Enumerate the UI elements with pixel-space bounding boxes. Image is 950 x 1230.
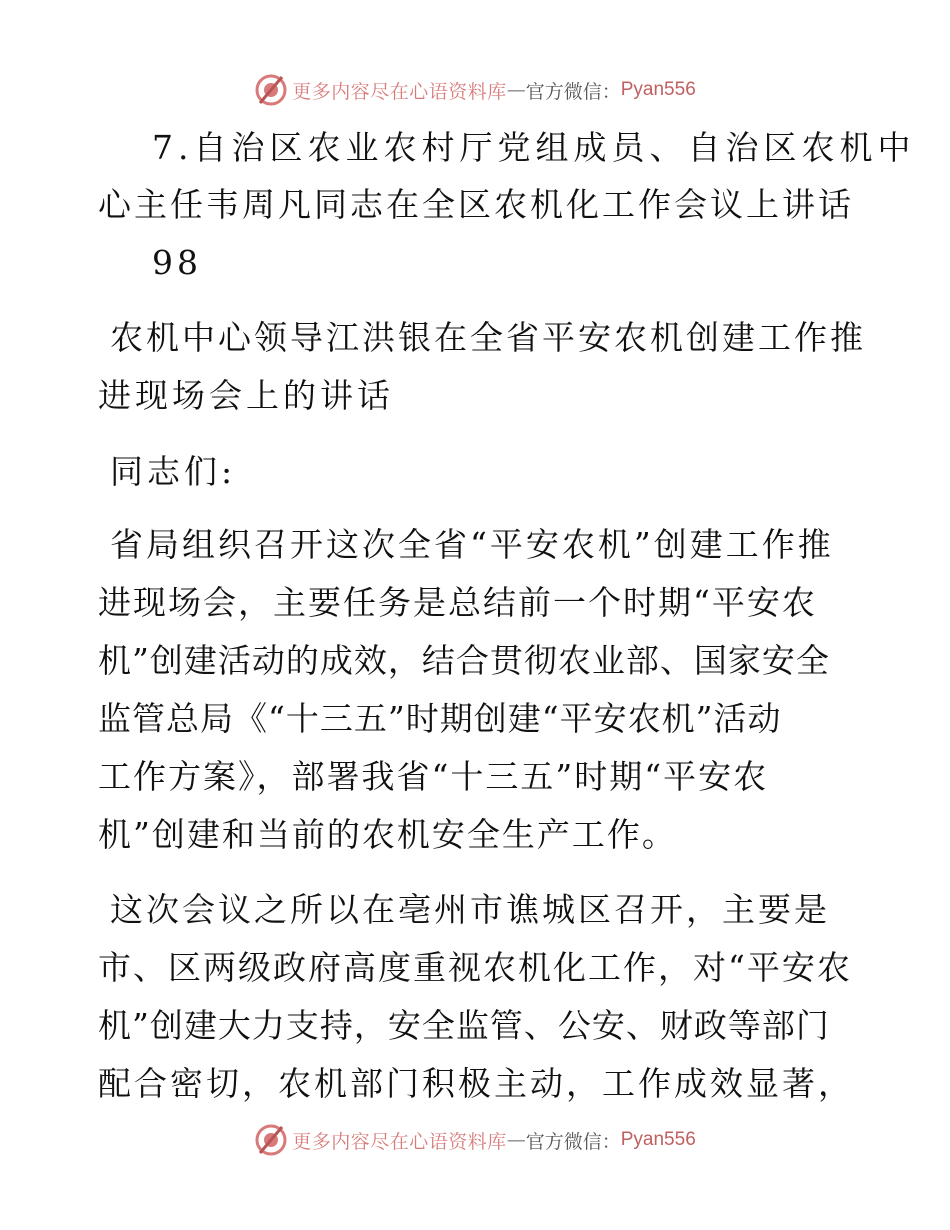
- watermark-wechat-id: Pyan556: [620, 79, 696, 100]
- quill-logo-icon: [254, 1123, 288, 1157]
- paragraph-2-line-1: 这次会议之所以在亳州市谯城区召开，主要是: [110, 890, 830, 929]
- watermark-brand: 更多内容尽在心语资料库: [292, 80, 507, 103]
- watermark-separator: —: [506, 1129, 526, 1151]
- watermark-wechat-label: 官方微信：: [525, 1130, 621, 1153]
- toc-entry-line-1: 7.自治区农业农村厅党组成员、自治区农机中: [152, 128, 916, 167]
- watermark-wechat-label: 官方微信：: [525, 80, 621, 103]
- paragraph-1-line-1: 省局组织召开这次全省“平安农机”创建工作推: [110, 525, 834, 564]
- paragraph-1-line-5: 工作方案》，部署我省“十三五”时期“平安农: [98, 757, 769, 796]
- toc-entry-line-2: 心主任韦周凡同志在全区农机化工作会议上讲话: [98, 185, 854, 224]
- salutation: 同志们:: [110, 452, 237, 491]
- paragraph-1-line-2: 进现场会，主要任务是总结前一个时期“平安农: [98, 583, 817, 622]
- speech-title-line-1: 农机中心领导江洪银在全省平安农机创建工作推: [110, 318, 866, 357]
- paragraph-1-line-6: 机”创建和当前的农机安全生产工作。: [98, 815, 677, 854]
- watermark-wechat-id: Pyan556: [620, 1129, 696, 1150]
- watermark-header: [0, 70, 950, 110]
- watermark-footer: [0, 1120, 950, 1160]
- paragraph-2-line-3: 机”创建大力支持，安全监管、公安、财政等部门: [98, 1006, 830, 1045]
- quill-logo-icon: [254, 73, 288, 107]
- paragraph-1-line-4: 监管总局《“十三五”时期创建“平安农机”活动: [98, 699, 782, 738]
- paragraph-1-line-3: 机”创建活动的成效，结合贯彻农业部、国家安全: [98, 641, 830, 680]
- paragraph-2-line-4: 配合密切，农机部门积极主动，工作成效显著，: [98, 1064, 854, 1103]
- watermark-brand: 更多内容尽在心语资料库: [292, 1130, 507, 1153]
- watermark-separator: —: [506, 79, 526, 101]
- speech-title-line-2: 进现场会上的讲话: [98, 376, 394, 415]
- paragraph-2-line-2: 市、区两级政府高度重视农机化工作，对“平安农: [98, 948, 852, 987]
- toc-page-number: 98: [152, 243, 202, 282]
